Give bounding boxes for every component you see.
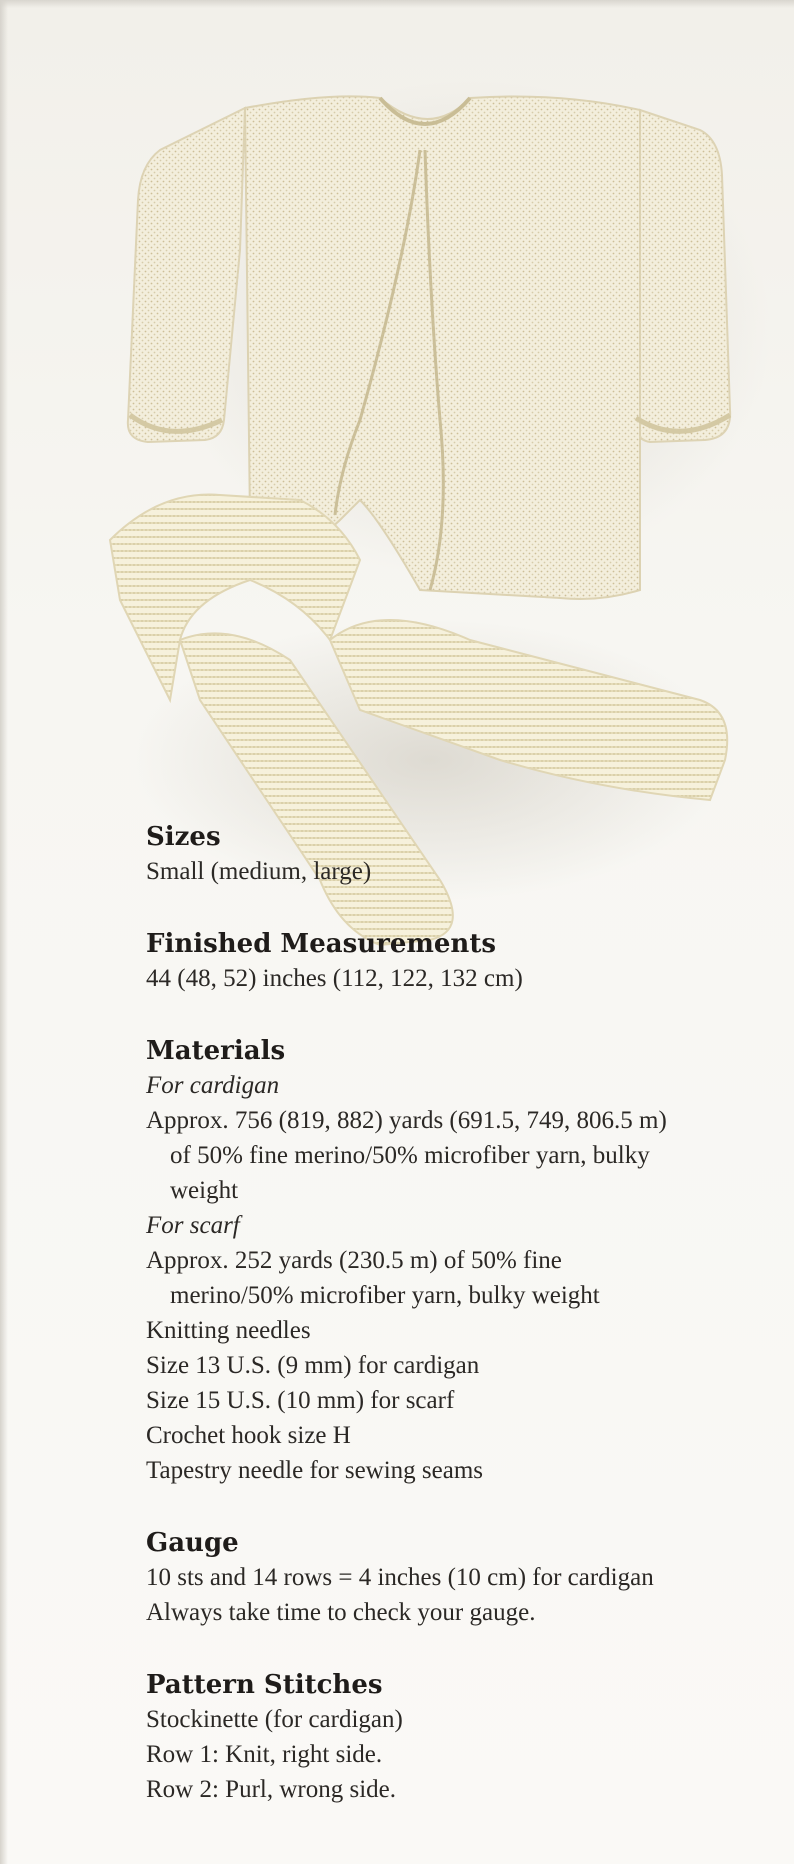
materials-section — [146, 1034, 776, 1488]
materials-line: Knitting needles — [146, 1317, 311, 1344]
materials-line: of 50% fine merino/50% microfiber yarn, bulky — [170, 1142, 650, 1169]
materials-line: weight — [170, 1177, 239, 1204]
pattern-details — [146, 820, 776, 1845]
materials-subheading-scarf: For scarf — [146, 1212, 240, 1239]
materials-line: Size 13 U.S. (9 mm) for cardigan — [146, 1352, 480, 1379]
pattern-stitches-line: Stockinette (for cardigan) — [146, 1706, 403, 1733]
pattern-stitches-line: Row 2: Purl, wrong side. — [146, 1776, 396, 1803]
materials-line: Approx. 252 yards (230.5 m) of 50% fine — [146, 1247, 562, 1274]
finished-measurements-section — [146, 927, 776, 996]
sizes-heading: Sizes — [146, 822, 221, 852]
sizes-value: Small (medium, large) — [146, 858, 372, 885]
materials-subheading-cardigan: For cardigan — [146, 1072, 280, 1099]
materials-line: merino/50% microfiber yarn, bulky weight — [170, 1282, 600, 1309]
gauge-line: 10 sts and 14 rows = 4 inches (10 cm) for cardigan — [146, 1564, 654, 1591]
sizes-section — [146, 820, 776, 889]
materials-heading: Materials — [146, 1036, 286, 1066]
gauge-section — [146, 1526, 776, 1630]
materials-line: Approx. 756 (819, 882) yards (691.5, 749, 806.5 m) — [146, 1107, 667, 1134]
materials-line: Size 15 U.S. (10 mm) for scarf — [146, 1387, 455, 1414]
materials-line: Tapestry needle for sewing seams — [146, 1457, 484, 1484]
pattern-stitches-line: Row 1: Knit, right side. — [146, 1741, 383, 1768]
finished-measurements-value: 44 (48, 52) inches (112, 122, 132 cm) — [146, 965, 523, 992]
finished-measurements-heading: Finished Measurements — [146, 929, 496, 959]
gauge-heading: Gauge — [146, 1528, 239, 1558]
gauge-line: Always take time to check your gauge. — [146, 1599, 536, 1626]
pattern-stitches-section — [146, 1668, 776, 1807]
pattern-stitches-heading: Pattern Stitches — [146, 1670, 383, 1700]
materials-line: Crochet hook size H — [146, 1422, 351, 1449]
